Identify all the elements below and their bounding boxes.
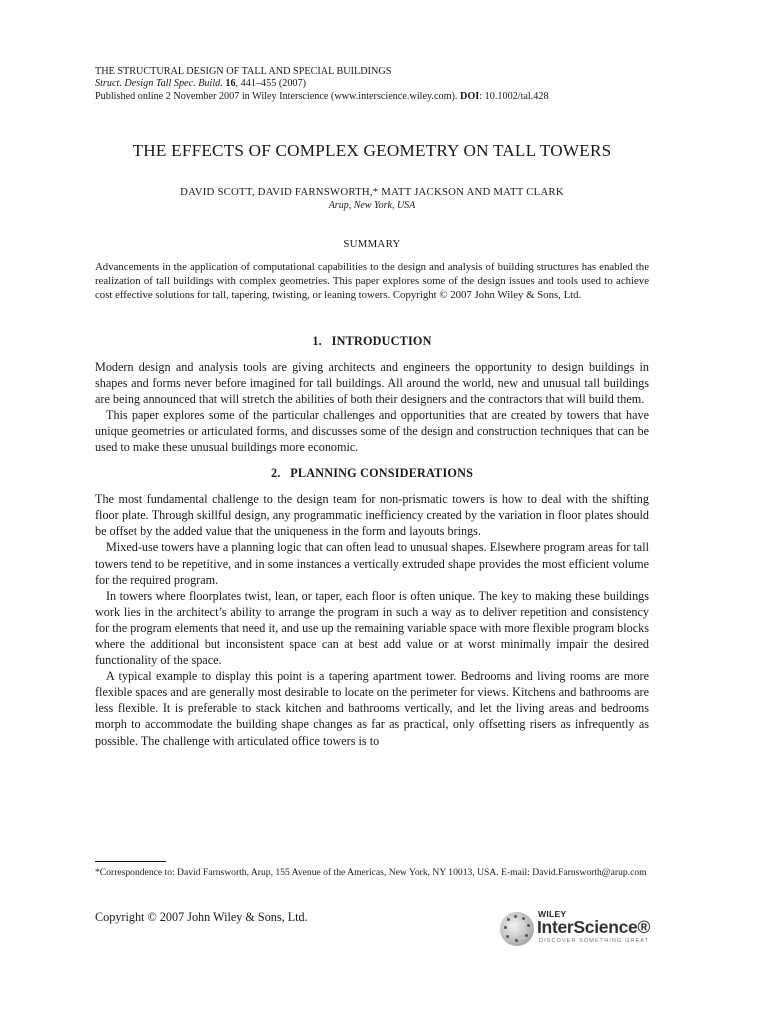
body-paragraph: Mixed-use towers have a planning logic that can often lead to unusual shapes. Elsewhere program areas for tall towers tend to be repetitive, and in some instances a vertically extruded shape provides the most efficient volume for the required program. (95, 540, 649, 587)
section-heading-planning: 2. PLANNING CONSIDERATIONS (270, 466, 474, 481)
summary-heading: SUMMARY (343, 238, 401, 251)
citation-journal: Struct. Design Tall Spec. Build. (95, 78, 223, 90)
logo-brand: InterScience® (537, 917, 651, 937)
section-heading-introduction: 1. INTRODUCTION (312, 333, 432, 348)
logo-tagline: DISCOVER SOMETHING GREAT (539, 938, 650, 944)
body-paragraph: This paper explores some of the particular challenges and opportunities that are created by towers that have unique geometries or articulated forms, and discusses some of the design and construction techniques that can be used to make these unusual buildings more economic. (95, 407, 649, 455)
publication-line (95, 91, 649, 103)
author-affiliation: Arup, New York, USA (328, 200, 416, 212)
wiley-interscience-logo (500, 907, 650, 947)
published-text: Published online 2 November 2007 in Wiley Interscience (www.interscience.wiley.com). (95, 90, 461, 102)
doi-label: DOI (460, 90, 480, 102)
journal-name: THE STRUCTURAL DESIGN OF TALL AND SPECIAL BUILDINGS (95, 66, 392, 77)
article-title: THE EFFECTS OF COMPLEX GEOMETRY ON TALL TOWERS (132, 141, 612, 161)
body-paragraph: Modern design and analysis tools are giving architects and engineers the opportunity to design buildings in shapes and forms never before imagined for tall buildings. All around the world, new and unusual tall buildings are being announced that will stretch the abilities of both their designers and the contractors that will build them. (95, 359, 649, 406)
doi-value: : 10.1002/tal.428 (479, 90, 549, 102)
body-paragraph: In towers where floorplates twist, lean, or taper, each floor is often unique. The key to making these buildings work lies in the architect’s ability to arrange the program in such a way as to deliver repetition and consistency for the program elements that need it, and use up the remaining variable space with more flexible program blocks where the additional but inconsistent space can at best add value or at worst minimally impair the desired functionality of the space. (95, 588, 649, 668)
author-list: DAVID SCOTT, DAVID FARNSWORTH,* MATT JACKSON AND MATT CLARK (180, 186, 564, 199)
running-header (95, 66, 649, 103)
footnote-divider (95, 861, 166, 862)
body-paragraph: The most fundamental challenge to the design team for non-prismatic towers is how to deal with the shifting floor plate. Through skillful design, any programmatic inefficiency created by the variation in floor plates should be offset by the added value that the uniqueness in the form and layouts brings. (95, 492, 649, 539)
copyright-footer: Copyright © 2007 John Wiley & Sons, Ltd. (95, 910, 308, 924)
citation-pages: , 441–455 (2007) (235, 78, 307, 90)
logo-publisher: WILEY (538, 909, 567, 919)
page-content (95, 66, 649, 749)
logo-globe-icon (500, 912, 534, 946)
body-paragraph: A typical example to display this point is a tapering apartment tower. Bedrooms and living rooms are more flexible spaces and are generally most desirable to locate on the perimeter for views. Kitchens and bathrooms are less flexible. It is preferable to stack kitchen and bathrooms vertically, and let the living areas and bedrooms morph to accommodate the building shape changes as far as practical, only offsetting risers as infrequently as possible. The challenge with articulated office towers is to (95, 669, 649, 748)
summary-text: Advancements in the application of computational capabilities to the design and analysis of building structures has enabled the realization of tall buildings with complex geometries. This paper explores some of the design issues and tools used to achieve cost effective solutions for tall, tapering, twisting, or leaning towers. Copyright © 2007 John Wiley & Sons, Ltd. (95, 261, 649, 301)
citation-line (95, 78, 649, 90)
correspondence-footnote: *Correspondence to: David Farnsworth, Arup, 155 Avenue of the Americas, New York, NY 10013, USA. E-mail: David.Farnsworth@arup.com (95, 867, 647, 878)
citation-volume: 16 (225, 78, 236, 90)
